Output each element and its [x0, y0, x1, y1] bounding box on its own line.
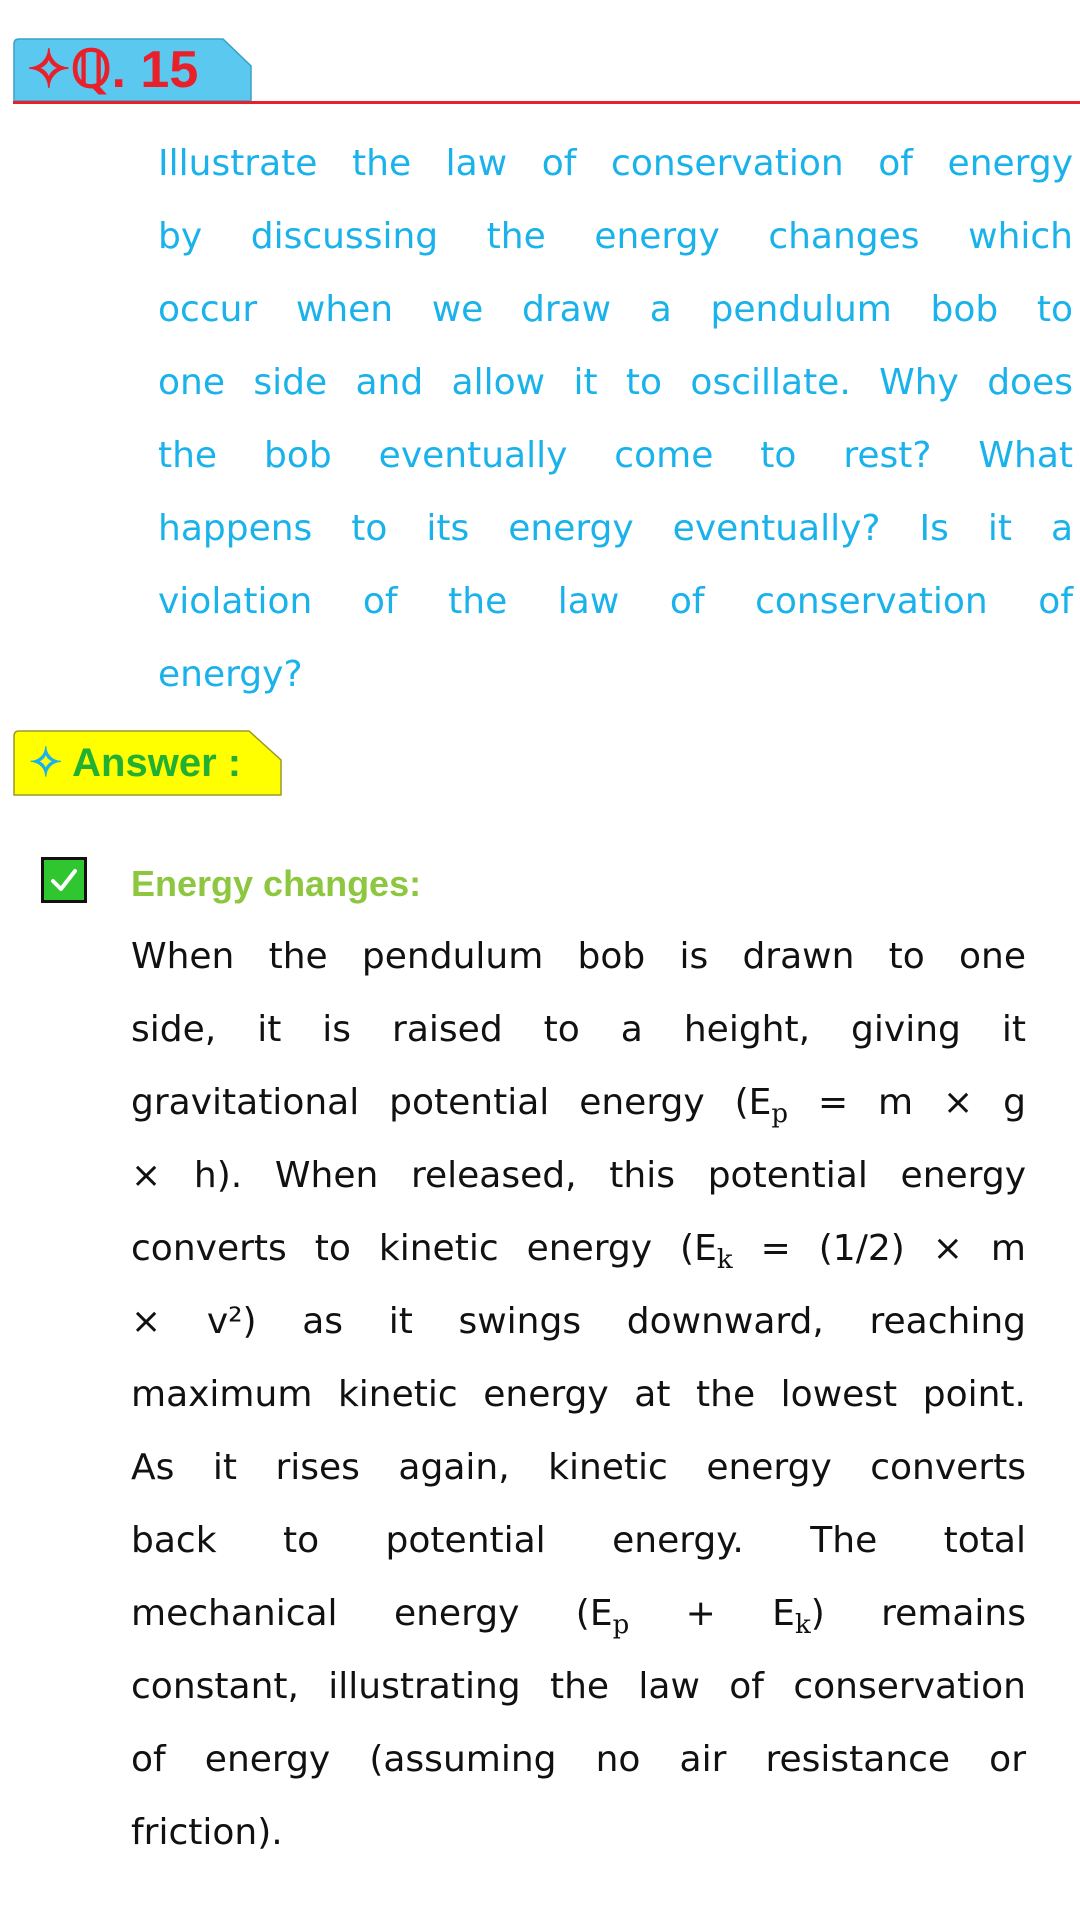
question-number: ✧ℚ. 15 — [27, 41, 199, 99]
subscript-k: k — [716, 1245, 733, 1276]
checkmark-icon — [41, 857, 87, 903]
checkmark-glyph — [48, 864, 80, 896]
question-header-tab — [13, 38, 253, 102]
star-icon: ✧ — [29, 741, 63, 785]
answer-header-tab — [13, 730, 283, 796]
body-part-5: ) remains constant, illustrating the law of conservation of energy (assuming no air resistance or friction). — [131, 1593, 1026, 1853]
body-part-2: = m × g × h). When released, this potential energy converts to kinetic energy (E — [131, 1082, 1026, 1269]
question-text: Illustrate the law of conservation of energy by discussing the energy changes which occur when we draw a pendulum bob to one side and allow it to oscillate. Why does the bob eventually come to rest? What happens to its energy eventually? Is it a violation of the law of conservation of energy? — [158, 143, 1073, 695]
section-title: Energy changes: — [131, 863, 422, 904]
subscript-p: p — [612, 1610, 630, 1641]
answer-label — [29, 732, 241, 794]
answer-body — [131, 920, 1026, 1869]
body-part-1: When the pendulum bob is drawn to one side, it is raised to a height, giving it gravitational potential energy (E — [131, 936, 1026, 1123]
answer-label-text: Answer : — [72, 741, 242, 785]
subscript-p: p — [771, 1099, 789, 1130]
question-divider — [13, 101, 1080, 104]
subscript-k: k — [794, 1610, 811, 1641]
body-part-3: = (1/2) × m × v²) as it swings downward, reaching maximum kinetic energy at the lowest point. As it rises again, kinetic energy converts back to potential energy. The total mechanical energy (E — [131, 1228, 1026, 1634]
body-part-4: + E — [629, 1593, 795, 1634]
